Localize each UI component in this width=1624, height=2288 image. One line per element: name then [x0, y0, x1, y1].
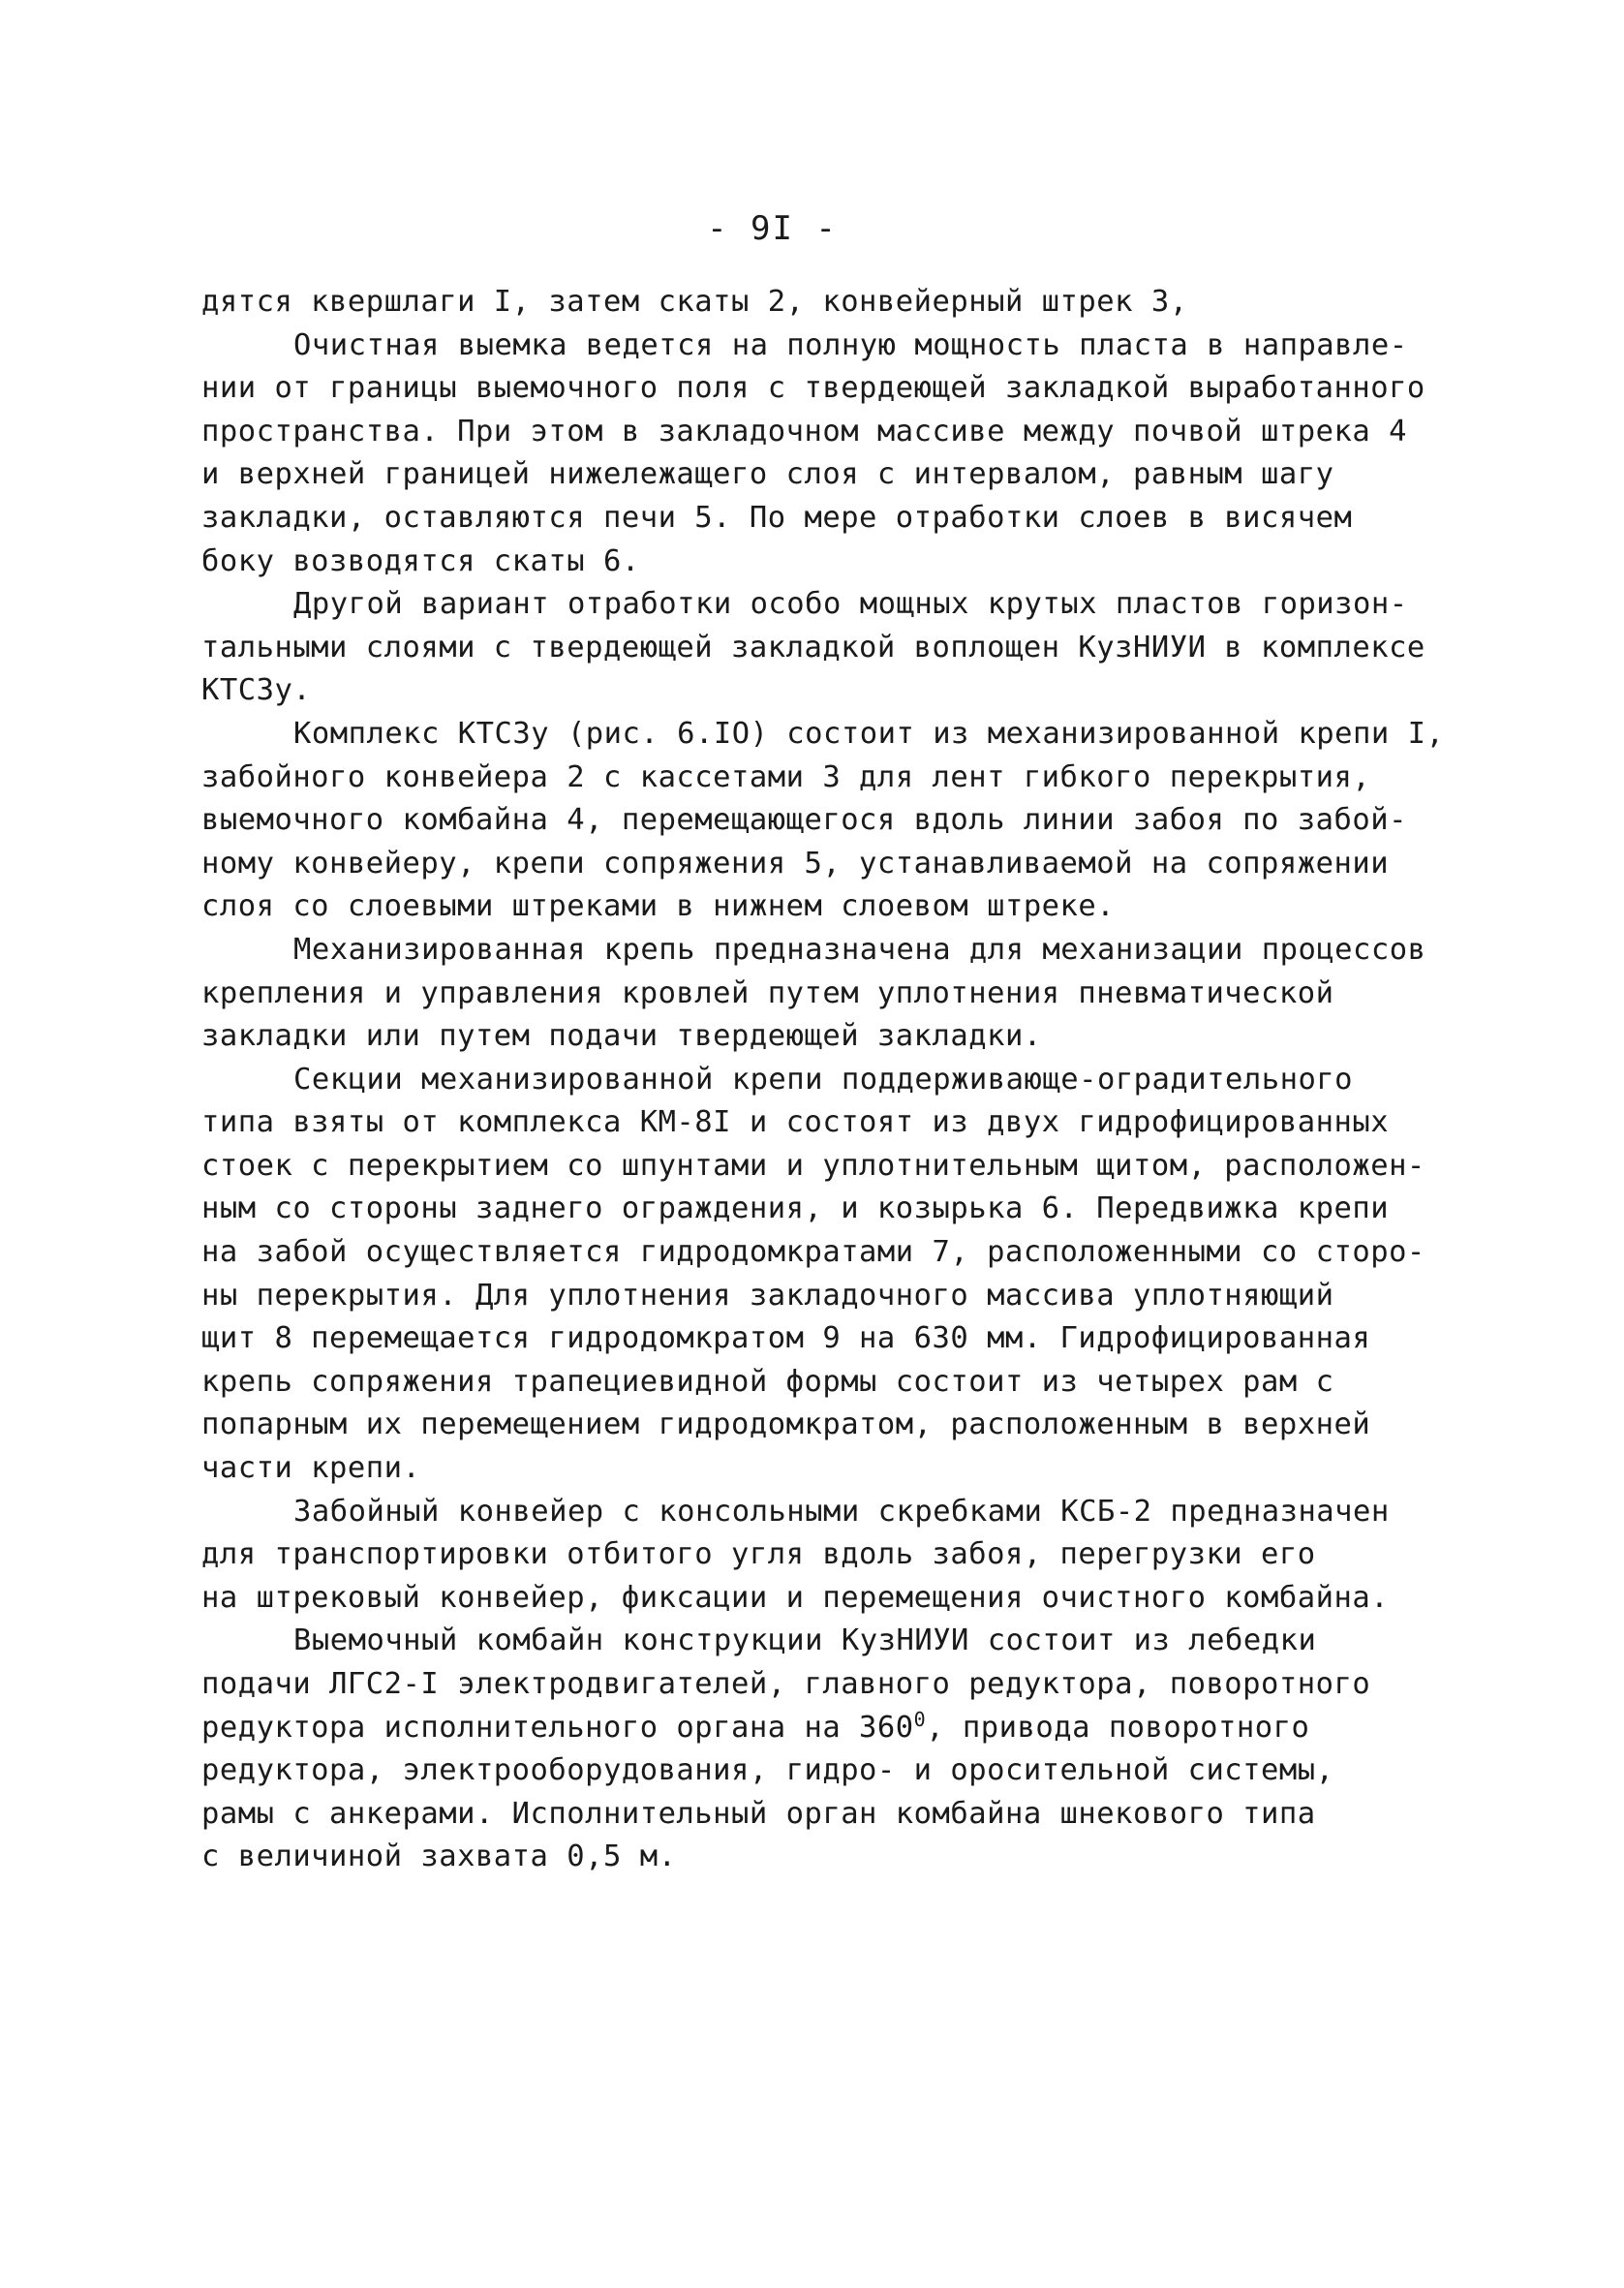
- text-line: [201, 497, 1470, 541]
- text-line: [201, 973, 1470, 1016]
- text-line-content: крепь сопряжения трапециевидной формы состоит из четырех рам с: [201, 1364, 1334, 1399]
- text-line-content: Механизированная крепь предназначена для механизации процессов: [293, 932, 1426, 967]
- text-line-content: Выемочный комбайн конструкции КузНИУИ состоит из лебедки: [293, 1623, 1317, 1658]
- text-line: [201, 411, 1470, 454]
- text-line: [201, 367, 1470, 411]
- text-line: [201, 281, 1470, 325]
- text-line: [201, 1404, 1470, 1447]
- text-line: [201, 1749, 1470, 1793]
- text-line: [201, 1707, 1470, 1750]
- text-line-content: закладки, оставляются печи 5. По мере отработки слоев в висячем: [201, 500, 1353, 535]
- text-line-content: и верхней границей нижележащего слоя с интервалом, равным шагу: [201, 457, 1334, 492]
- text-line-content: щит 8 перемещается гидродомкратом 9 на 630 мм. Гидрофицированная: [201, 1321, 1371, 1356]
- text-line-content: ному конвейеру, крепи сопряжения 5, устанавливаемой на сопряжении: [201, 846, 1390, 881]
- text-line-content: на забой осуществляется гидродомкратами 7, расположенными со сторо-: [201, 1235, 1425, 1270]
- text-line: [201, 1101, 1470, 1145]
- text-line-content: забойного конвейера 2 с кассетами 3 для лент гибкого перекрытия,: [201, 759, 1371, 794]
- text-line-content: слоя со слоевыми штреками в нижнем слоевом штреке.: [201, 889, 1116, 924]
- text-line-content: редуктора, электрооборудования, гидро- и оросительной системы,: [201, 1753, 1334, 1788]
- text-line: [201, 1275, 1470, 1318]
- text-line: [201, 1836, 1470, 1879]
- text-line: [201, 757, 1470, 800]
- text-line-content: попарным их перемещением гидродомкратом, расположенным в верхней: [201, 1407, 1371, 1442]
- text-line: [201, 1577, 1470, 1621]
- text-line-content: закладки или путем подачи твердеющей закладки.: [201, 1019, 1042, 1054]
- text-line: [201, 929, 1470, 973]
- text-line-content: выемочного комбайна 4, перемещающегося вдоль линии забоя по забой-: [201, 803, 1407, 838]
- text-line-content: ным со стороны заднего ограждения, и козырька 6. Передвижка крепи: [201, 1191, 1390, 1226]
- text-line-content: рамы с анкерами. Исполнительный орган комбайна шнекового типа: [201, 1796, 1316, 1831]
- body-text: [201, 281, 1470, 1879]
- text-line-content: нии от границы выемочного поля с твердеющей закладкой выработанного: [201, 371, 1425, 406]
- text-line-content: стоек с перекрытием со шпунтами и уплотнительным щитом, расположен-: [201, 1148, 1425, 1183]
- text-line-content: для транспортировки отбитого угля вдоль забоя, перегрузки его: [201, 1537, 1316, 1572]
- text-line: [201, 1447, 1470, 1491]
- text-line-content: крепления и управления кровлей путем уплотнения пневматической: [201, 975, 1334, 1010]
- text-line-content: Забойный конвейер с консольными скребками КСБ-2 предназначен: [293, 1494, 1390, 1529]
- text-line: [201, 325, 1470, 368]
- text-line-content: дятся квершлаги I, затем скаты 2, конвейерный штрек 3,: [201, 285, 1188, 319]
- page-number: - 9I -: [707, 209, 838, 248]
- text-line-content: Очистная выемка ведется на полную мощность пласта в направле-: [293, 327, 1408, 362]
- text-line: [201, 1620, 1470, 1663]
- text-line: [201, 1145, 1470, 1189]
- text-line: [201, 1663, 1470, 1707]
- text-line: [201, 1188, 1470, 1231]
- text-line: [201, 1491, 1470, 1534]
- text-line-tail: , привода поворотного: [926, 1710, 1310, 1745]
- text-line-content: пространства. При этом в закладочном массиве между почвой штрека 4: [201, 414, 1407, 448]
- text-line: [201, 453, 1470, 497]
- text-line-content: КТСЗу.: [201, 673, 312, 708]
- text-line: [201, 885, 1470, 929]
- text-line-content: части крепи.: [201, 1451, 421, 1486]
- text-line: [201, 1361, 1470, 1405]
- text-line-content: подачи ЛГС2-I электродвигателей, главного редуктора, поворотного: [201, 1667, 1371, 1701]
- text-line-content: с величиной захвата 0,5 м.: [201, 1840, 677, 1874]
- degree-superscript: 0: [913, 1707, 927, 1731]
- text-line: [201, 1533, 1470, 1577]
- text-line-content: ны перекрытия. Для уплотнения закладочного массива уплотняющий: [201, 1278, 1334, 1313]
- text-line-content: Секции механизированной крепи поддерживающе-оградительного: [293, 1062, 1354, 1097]
- text-line-content: боку возводятся скаты 6.: [201, 543, 640, 578]
- text-line: [201, 1015, 1470, 1059]
- text-line: [201, 583, 1470, 627]
- text-line: [201, 541, 1470, 584]
- text-line-content: Другой вариант отработки особо мощных крутых пластов горизон-: [293, 587, 1408, 622]
- text-line: [201, 1793, 1470, 1837]
- text-line: [201, 843, 1470, 886]
- text-line: [201, 1059, 1470, 1102]
- text-line-content: Комплекс КТСЗу (рис. 6.IO) состоит из механизированной крепи I,: [293, 716, 1445, 751]
- text-line: [201, 799, 1470, 843]
- text-line: [201, 669, 1470, 713]
- text-line-content: тальными слоями с твердеющей закладкой воплощен КузНИУИ в комплексе: [201, 630, 1425, 665]
- text-line-content: на штрековый конвейер, фиксации и перемещения очистного комбайна.: [201, 1580, 1390, 1615]
- text-line: [201, 713, 1470, 757]
- text-line: [201, 1317, 1470, 1361]
- text-line: [201, 627, 1470, 670]
- text-line-content: редуктора исполнительного органа на 360: [201, 1710, 914, 1745]
- text-line: [201, 1231, 1470, 1275]
- text-line-content: типа взяты от комплекса КМ-8I и состоят из двух гидрофицированных: [201, 1105, 1390, 1140]
